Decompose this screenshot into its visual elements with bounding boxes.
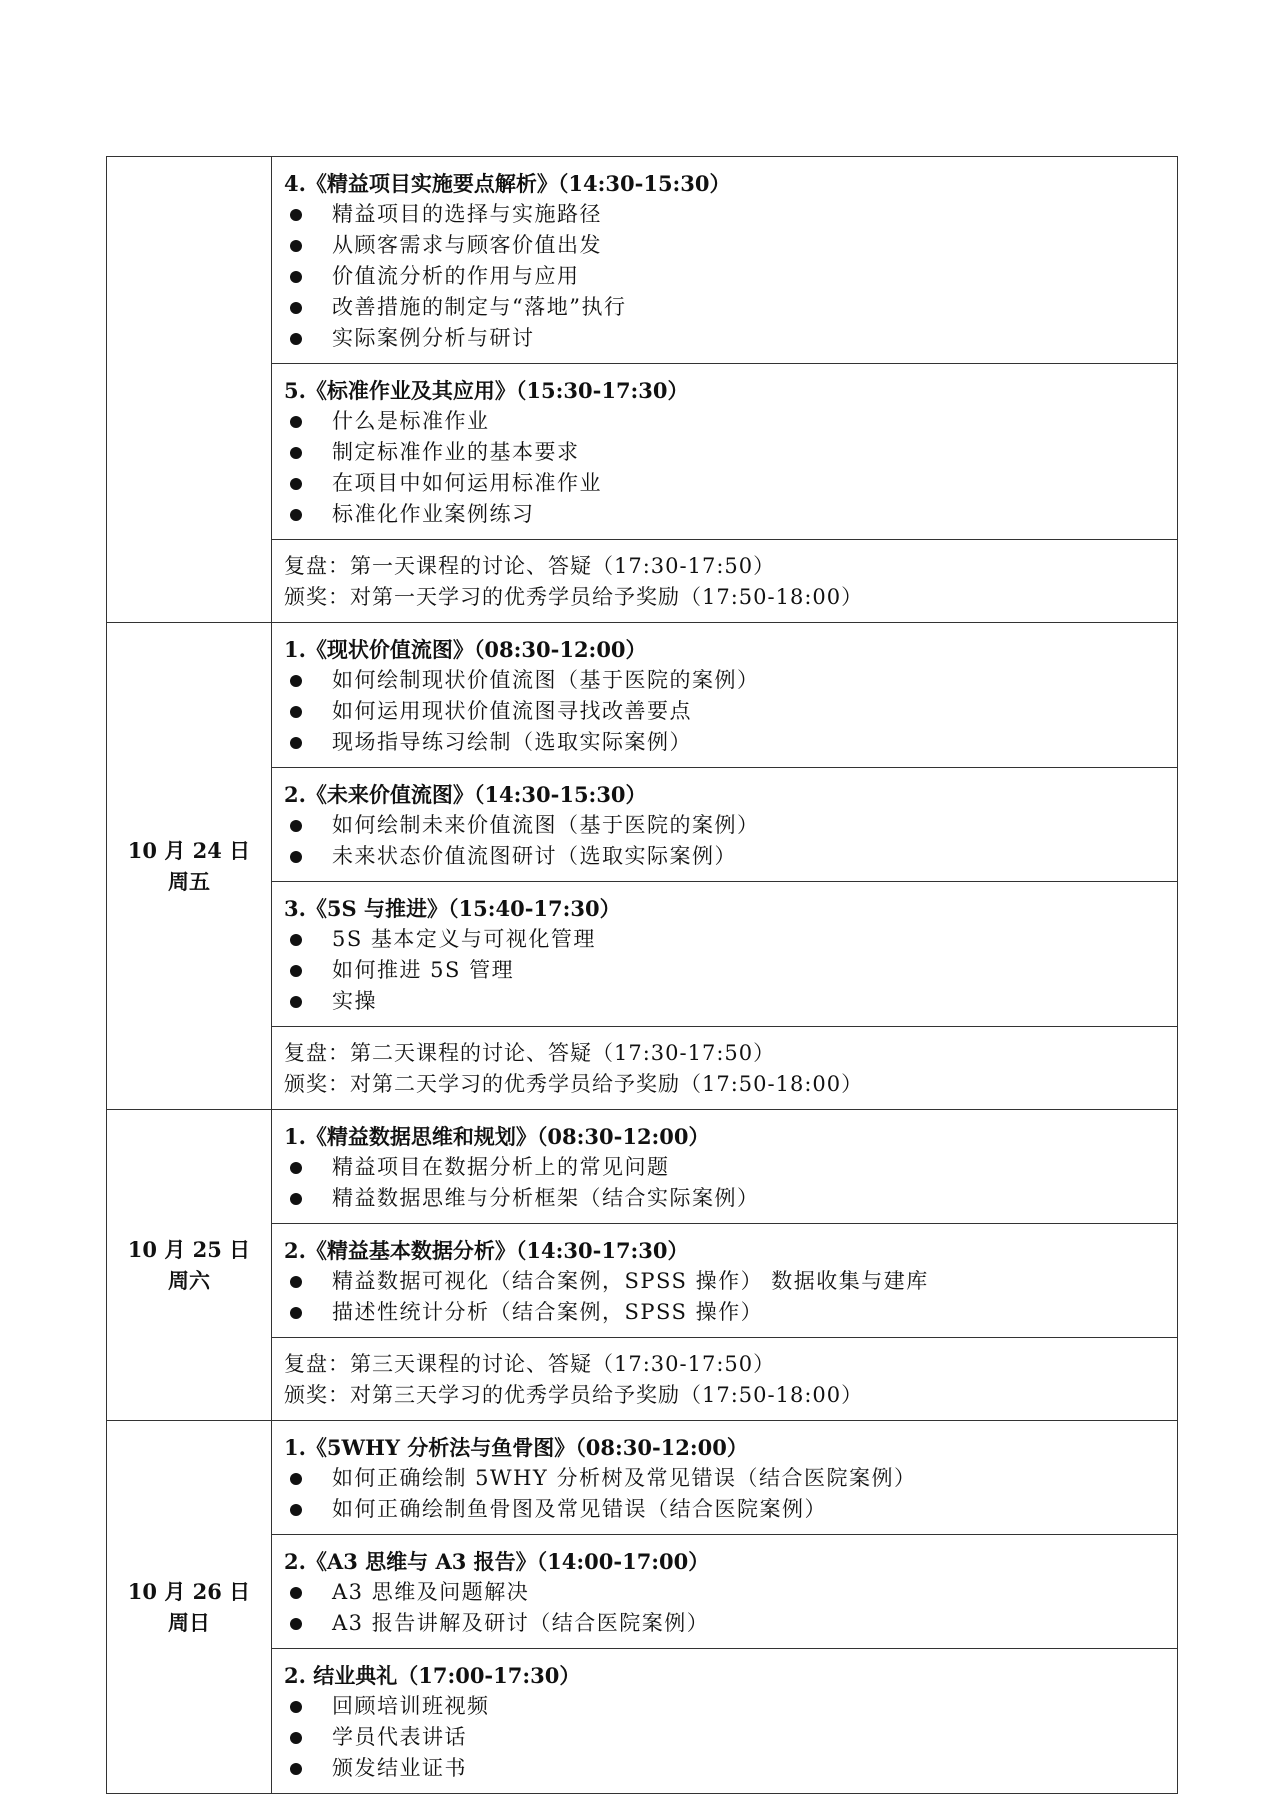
session-item (284, 810, 1165, 841)
schedule-row (107, 623, 1178, 768)
session-cell (272, 1224, 1178, 1338)
session-item-text: 精益项目的选择与实施路径 (332, 202, 602, 226)
review-award-cell (272, 1338, 1178, 1421)
bullet-icon (290, 820, 302, 832)
session-item-text: 如何绘制现状价值流图（基于医院的案例） (332, 668, 760, 692)
schedule-row (107, 1421, 1178, 1535)
review-award-line: 复盘：第二天课程的讨论、答疑（17:30-17:50） (284, 1041, 776, 1065)
session-item-text: 精益数据思维与分析框架（结合实际案例） (332, 1186, 760, 1210)
session-item-text: 回顾培训班视频 (332, 1694, 490, 1718)
session-item (284, 1183, 1165, 1214)
session-item (284, 261, 1165, 292)
schedule-table (106, 156, 1178, 1794)
session-item-text: 制定标准作业的基本要求 (332, 440, 580, 464)
bullet-icon (290, 1732, 302, 1744)
session-item (284, 499, 1165, 530)
session-item (284, 437, 1165, 468)
day-cell (107, 157, 272, 623)
session-item-text: 如何推进 5S 管理 (332, 958, 515, 982)
session-item-text: 如何正确绘制 5WHY 分析树及常见错误（结合医院案例） (332, 1466, 917, 1490)
session-item-text: 改善措施的制定与“落地”执行 (332, 295, 627, 319)
session-title: 5.《标准作业及其应用》（15:30-17:30） (284, 378, 689, 403)
session-item (284, 230, 1165, 261)
session-item-text: 精益项目在数据分析上的常见问题 (332, 1155, 670, 1179)
session-item-text: 学员代表讲话 (332, 1725, 467, 1749)
day-cell (107, 1110, 272, 1421)
day-date: 10 月 24 日 (127, 838, 251, 863)
session-item (284, 924, 1165, 955)
bullet-icon (290, 675, 302, 687)
session-item (284, 1722, 1165, 1753)
bullet-icon (290, 965, 302, 977)
bullet-icon (290, 706, 302, 718)
session-item (284, 323, 1165, 354)
session-item-text: 什么是标准作业 (332, 409, 490, 433)
bullet-icon (290, 271, 302, 283)
session-item (284, 1266, 1165, 1297)
session-cell (272, 1649, 1178, 1794)
bullet-icon (290, 1618, 302, 1630)
session-cell (272, 364, 1178, 540)
session-cell (272, 157, 1178, 364)
bullet-icon (290, 509, 302, 521)
session-item (284, 955, 1165, 986)
day-cell (107, 1421, 272, 1794)
bullet-icon (290, 447, 302, 459)
day-date: 10 月 26 日 (127, 1579, 251, 1604)
session-cell (272, 1421, 1178, 1535)
bullet-icon (290, 209, 302, 221)
session-item (284, 1577, 1165, 1608)
session-item-text: 颁发结业证书 (332, 1756, 467, 1780)
session-item (284, 727, 1165, 758)
session-cell (272, 1535, 1178, 1649)
session-item-text: 未来状态价值流图研讨（选取实际案例） (332, 844, 737, 868)
bullet-icon (290, 416, 302, 428)
session-item (284, 1753, 1165, 1784)
session-item-text: 如何绘制未来价值流图（基于医院的案例） (332, 813, 760, 837)
review-award-cell (272, 540, 1178, 623)
review-award-line: 复盘：第三天课程的讨论、答疑（17:30-17:50） (284, 1352, 776, 1376)
bullet-icon (290, 240, 302, 252)
session-item-text: 在项目中如何运用标准作业 (332, 471, 602, 495)
session-cell (272, 768, 1178, 882)
session-item-text: 实操 (332, 989, 377, 1013)
session-item-text: 描述性统计分析（结合案例，SPSS 操作） (332, 1300, 764, 1324)
session-item (284, 1691, 1165, 1722)
session-item (284, 1297, 1165, 1328)
session-item (284, 1608, 1165, 1639)
day-weekday: 周日 (168, 1610, 210, 1635)
session-item (284, 292, 1165, 323)
schedule-row (107, 157, 1178, 364)
review-award-line: 颁奖：对第二天学习的优秀学员给予奖励（17:50-18:00） (284, 1072, 864, 1096)
session-item (284, 199, 1165, 230)
bullet-icon (290, 1276, 302, 1288)
session-item (284, 1463, 1165, 1494)
review-award-line: 颁奖：对第三天学习的优秀学员给予奖励（17:50-18:00） (284, 1383, 864, 1407)
bullet-icon (290, 996, 302, 1008)
review-award-line: 颁奖：对第一天学习的优秀学员给予奖励（17:50-18:00） (284, 585, 864, 609)
bullet-icon (290, 1701, 302, 1713)
session-item-text: A3 思维及问题解决 (332, 1580, 530, 1604)
session-item (284, 841, 1165, 872)
day-cell (107, 623, 272, 1110)
session-title: 1.《5WHY 分析法与鱼骨图》（08:30-12:00） (284, 1435, 748, 1460)
session-item (284, 665, 1165, 696)
session-item-text: 如何正确绘制鱼骨图及常见错误（结合医院案例） (332, 1497, 827, 1521)
session-title: 2.《精益基本数据分析》（14:30-17:30） (284, 1238, 689, 1263)
session-item (284, 1152, 1165, 1183)
session-cell (272, 1110, 1178, 1224)
bullet-icon (290, 302, 302, 314)
bullet-icon (290, 1193, 302, 1205)
session-title: 1.《现状价值流图》（08:30-12:00） (284, 637, 647, 662)
session-item-text: 标准化作业案例练习 (332, 502, 535, 526)
bullet-icon (290, 1763, 302, 1775)
session-item (284, 986, 1165, 1017)
session-item-text: 精益数据可视化（结合案例，SPSS 操作） 数据收集与建库 (332, 1269, 929, 1293)
bullet-icon (290, 1162, 302, 1174)
session-title: 1.《精益数据思维和规划》（08:30-12:00） (284, 1124, 710, 1149)
bullet-icon (290, 333, 302, 345)
review-award-cell (272, 1027, 1178, 1110)
day-weekday: 周六 (168, 1268, 210, 1293)
session-cell (272, 882, 1178, 1027)
day-date: 10 月 25 日 (127, 1237, 251, 1262)
session-item (284, 406, 1165, 437)
session-item-text: 5S 基本定义与可视化管理 (332, 927, 596, 951)
session-item (284, 468, 1165, 499)
bullet-icon (290, 737, 302, 749)
session-item-text: 价值流分析的作用与应用 (332, 264, 580, 288)
session-title: 4.《精益项目实施要点解析》（14:30-15:30） (284, 171, 731, 196)
session-title: 2.《A3 思维与 A3 报告》（14:00-17:00） (284, 1549, 710, 1574)
bullet-icon (290, 1473, 302, 1485)
bullet-icon (290, 851, 302, 863)
session-title: 2.《未来价值流图》（14:30-15:30） (284, 782, 647, 807)
session-title: 3.《5S 与推进》（15:40-17:30） (284, 896, 621, 921)
review-award-line: 复盘：第一天课程的讨论、答疑（17:30-17:50） (284, 554, 776, 578)
session-cell (272, 623, 1178, 768)
bullet-icon (290, 1587, 302, 1599)
session-item-text: A3 报告讲解及研讨（结合医院案例） (332, 1611, 710, 1635)
session-item (284, 696, 1165, 727)
session-item-text: 从顾客需求与顾客价值出发 (332, 233, 602, 257)
bullet-icon (290, 478, 302, 490)
bullet-icon (290, 1504, 302, 1516)
bullet-icon (290, 934, 302, 946)
session-item-text: 如何运用现状价值流图寻找改善要点 (332, 699, 692, 723)
schedule-row (107, 1110, 1178, 1224)
session-item-text: 现场指导练习绘制（选取实际案例） (332, 730, 692, 754)
session-item-text: 实际案例分析与研讨 (332, 326, 535, 350)
bullet-icon (290, 1307, 302, 1319)
session-item (284, 1494, 1165, 1525)
session-title: 2. 结业典礼（17:00-17:30） (284, 1663, 581, 1688)
day-weekday: 周五 (168, 869, 210, 894)
